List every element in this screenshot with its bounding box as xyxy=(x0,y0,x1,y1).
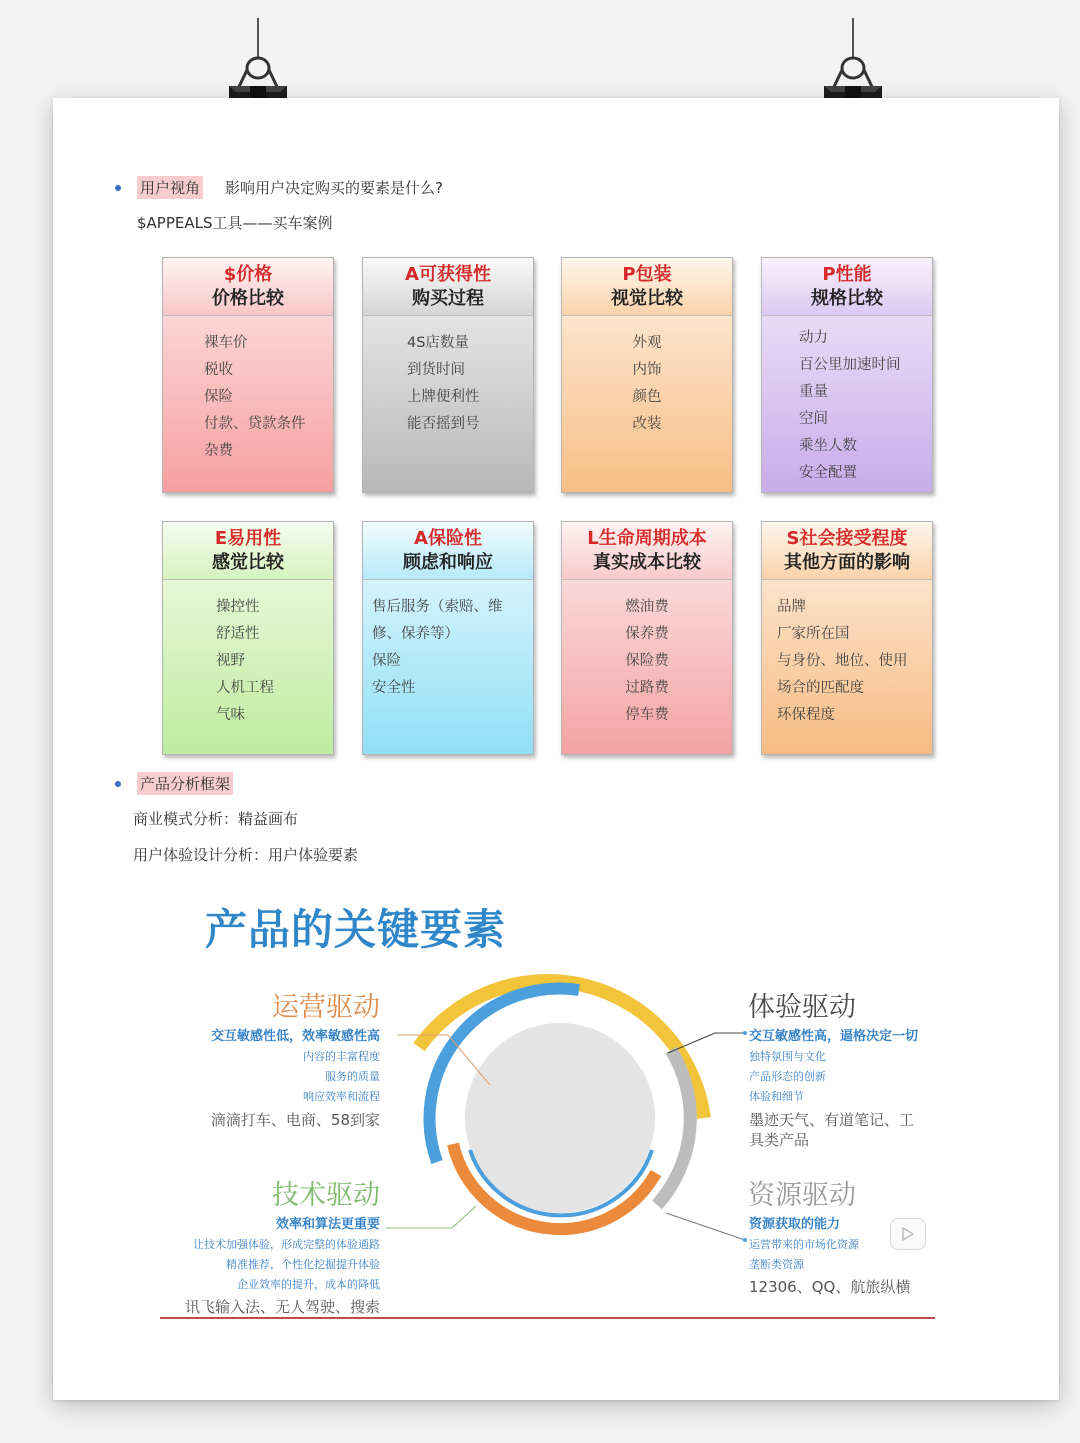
ops-item: 响应效率和流程 xyxy=(303,1090,380,1103)
ops-driven-title: 运营驱动 xyxy=(272,992,380,1023)
card-item: 场合的匹配度 xyxy=(777,680,864,696)
card-packaging-title: P包装 xyxy=(622,263,672,285)
card-item: 保险 xyxy=(204,389,233,405)
card-performance-title: P性能 xyxy=(822,263,872,285)
ops-item: 服务的质量 xyxy=(325,1070,380,1083)
key-elements-title: 产品的关键要素 xyxy=(205,905,507,954)
tech-item: 精准推荐，个性化挖掘提升体验 xyxy=(226,1258,380,1271)
resource-driven-summary: 资源获取的能力 xyxy=(749,1217,841,1232)
resource-examples: 12306、QQ、航旅纵横 xyxy=(749,1278,911,1296)
card-item: 保险 xyxy=(372,653,401,669)
tech-item: 让技术加强体验，形成完整的体验通路 xyxy=(193,1238,380,1251)
card-lifecycle-cost-subtitle: 真实成本比较 xyxy=(593,551,701,573)
card-item: 环保程度 xyxy=(777,707,835,723)
card-item: 空间 xyxy=(799,411,828,427)
ops-examples: 滴滴打车、电商、58到家 xyxy=(210,1111,380,1129)
card-item: 内饰 xyxy=(632,362,662,378)
card-ease-of-use-title: E易用性 xyxy=(214,527,282,549)
appeals-subtitle: $APPEALS工具——买车案例 xyxy=(137,214,333,232)
card-price-subtitle: 价格比较 xyxy=(212,287,284,309)
card-item: 上牌便利性 xyxy=(407,389,480,405)
card-availability-subtitle: 购买过程 xyxy=(412,287,484,309)
resource-item: 运营带来的市场化资源 xyxy=(749,1238,859,1251)
card-item: 燃油费 xyxy=(625,599,669,615)
resource-item: 垄断类资源 xyxy=(749,1258,804,1271)
experience-driven-summary: 交互敏感性高，逼格决定一切 xyxy=(749,1029,919,1044)
card-item: 重量 xyxy=(799,384,828,400)
card-item: 付款、贷款条件 xyxy=(204,416,306,432)
video-play-button[interactable] xyxy=(890,1218,926,1250)
card-item: 品牌 xyxy=(777,599,806,615)
card-lifecycle-cost-title: L生命周期成本 xyxy=(587,527,707,549)
card-item: 厂家所在国 xyxy=(777,626,850,642)
card-assurances-subtitle: 顾虑和响应 xyxy=(403,551,493,573)
card-item: 人机工程 xyxy=(216,680,274,696)
card-item: 操控性 xyxy=(216,599,260,615)
card-social-acceptance-title: S社会接受程度 xyxy=(786,527,908,549)
card-item: 动力 xyxy=(799,330,828,346)
card-item: 修、保养等） xyxy=(372,626,459,642)
card-social-acceptance-subtitle: 其他方面的影响 xyxy=(784,551,910,573)
card-item: 气味 xyxy=(216,707,245,723)
card-item: 改装 xyxy=(632,416,662,432)
card-ease-of-use-subtitle: 感觉比较 xyxy=(212,551,284,573)
center-disc xyxy=(465,1023,655,1213)
card-item: 税收 xyxy=(204,362,233,378)
card-item: 裸车价 xyxy=(204,335,248,351)
card-item: 安全性 xyxy=(372,680,416,696)
card-packaging-subtitle: 视觉比较 xyxy=(611,287,683,309)
card-availability-title: A可获得性 xyxy=(405,263,491,285)
resource-driven-title: 资源驱动 xyxy=(748,1180,856,1211)
section-label-product-framework: 产品分析框架 xyxy=(137,772,233,795)
card-item: 百公里加速时间 xyxy=(799,357,901,373)
ops-driven-summary: 交互敏感性低，效率敏感性高 xyxy=(210,1029,380,1044)
business-model-line: 商业模式分析：精益画布 xyxy=(133,810,299,828)
card-item: 保险费 xyxy=(625,653,669,669)
card-item: 外观 xyxy=(632,335,662,351)
card-item: 舒适性 xyxy=(216,626,260,642)
card-item: 乘坐人数 xyxy=(799,438,857,454)
card-performance-subtitle: 规格比较 xyxy=(811,287,883,309)
card-item: 保养费 xyxy=(625,626,669,642)
ops-item: 内容的丰富程度 xyxy=(303,1050,380,1063)
bottom-divider xyxy=(160,1317,935,1319)
card-item: 4S店数量 xyxy=(407,335,469,351)
card-item: 停车费 xyxy=(625,707,669,723)
card-item: 安全配置 xyxy=(799,465,857,481)
card-item: 杂费 xyxy=(204,443,233,459)
card-item: 售后服务（索赔、维 xyxy=(372,599,503,615)
ux-design-line: 用户体验设计分析：用户体验要素 xyxy=(133,846,359,864)
card-item: 与身份、地位、使用 xyxy=(777,653,908,669)
experience-item: 独特氛围与文化 xyxy=(749,1050,826,1063)
tech-item: 企业效率的提升，成本的降低 xyxy=(237,1278,380,1291)
tech-examples: 讯飞输入法、无人驾驶、搜索 xyxy=(184,1298,380,1316)
card-item: 到货时间 xyxy=(407,362,465,378)
card-assurances-title: A保险性 xyxy=(414,527,482,549)
experience-examples-cont: 具类产品 xyxy=(749,1131,810,1149)
experience-item: 体验和细节 xyxy=(749,1090,804,1103)
ring-grey xyxy=(657,1050,690,1205)
experience-examples: 墨迹天气、有道笔记、工 xyxy=(749,1111,915,1129)
card-item: 能否摇到号 xyxy=(407,416,480,432)
play-icon xyxy=(900,1226,916,1242)
tech-driven-summary: 效率和算法更重要 xyxy=(275,1217,380,1232)
card-item: 颜色 xyxy=(632,389,662,405)
card-item: 视野 xyxy=(216,653,245,669)
section-question: 影响用户决定购买的要素是什么? xyxy=(225,179,443,197)
section-label-user-perspective: 用户视角 xyxy=(137,176,203,199)
experience-driven-title: 体验驱动 xyxy=(748,992,856,1023)
card-item: 过路费 xyxy=(625,680,669,696)
experience-item: 产品形态的创新 xyxy=(749,1070,826,1083)
card-price-title: $价格 xyxy=(223,263,273,285)
tech-driven-title: 技术驱动 xyxy=(272,1180,380,1211)
